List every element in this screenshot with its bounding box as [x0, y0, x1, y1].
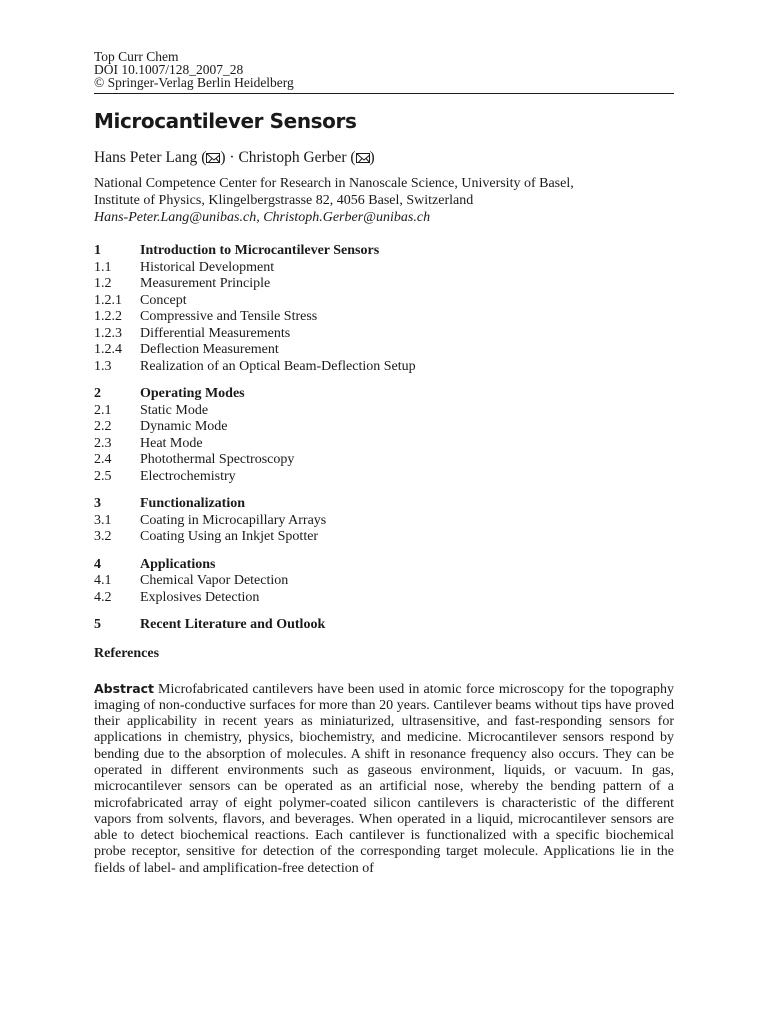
author-separator: ·: [229, 149, 235, 166]
toc-entry-number: 1.2.3: [94, 325, 122, 341]
journal-header: [94, 50, 674, 89]
toc-section: [94, 557, 674, 607]
toc-entry: [94, 309, 674, 326]
toc-section: [94, 496, 674, 546]
toc-entry-number: 2: [94, 386, 101, 401]
doi: DOI 10.1007/128_2007_28: [94, 62, 244, 77]
toc-entry: [94, 276, 674, 293]
toc-section: [94, 617, 674, 634]
toc-entry-title: Functionalization: [140, 496, 246, 511]
toc-entry-title: Static Mode: [140, 402, 209, 418]
toc-entry: [94, 496, 674, 513]
toc-entry: [94, 386, 674, 403]
toc-entry: [94, 359, 674, 376]
toc-entry-title: Dynamic Mode: [140, 419, 228, 434]
journal-name: Top Curr Chem: [94, 49, 179, 64]
toc-entry: [94, 403, 674, 420]
header-rule: [94, 93, 674, 94]
toc-entry: [94, 436, 674, 453]
envelope-icon: [356, 153, 370, 163]
affiliation-line: Institute of Physics, Klingelbergstrasse 82, 4056 Basel, Switzerland: [94, 193, 474, 208]
toc-entry: [94, 419, 674, 436]
toc-entry-title: Photothermal Spectroscopy: [140, 452, 295, 467]
abstract-label: Abstract: [94, 680, 155, 696]
toc-entry: [94, 529, 674, 546]
table-of-contents: [94, 243, 674, 634]
toc-entry-title: Coating Using an Inkjet Spotter: [140, 529, 319, 544]
author-name: Christoph Gerber: [238, 149, 347, 166]
toc-entry-number: 2.4: [94, 452, 112, 467]
toc-entry-number: 3: [94, 496, 101, 511]
toc-entry-number: 1.2.4: [94, 342, 122, 357]
abstract-text: Microfabricated cantilevers have been used in atomic force microscopy for the topography imaging of non-conductive surfaces for more than 20 years. Cantilever beams without tips have proved their applicability in recent years as miniaturized, ultrasensitive, and fast-responding sensors for applications in chemistry, physics, biochemistry, and medicine. Microcantilever sensors respond by bending due to the absorption of molecules. A shift in resonance frequency also occurs. They can be operated in different environments such as gaseous environment, liquids, or vacuum. In gas, microcantilever sensors can be operated as an artificial nose, whereby the bending pattern of a microfabricated array of eight polymer-coated silicon cantilevers is characteristic of the different vapors from solvents, flavors, and beverages. When operated in a liquid, microcantilever sensors are able to detect biochemical reactions. Each cantilever is functionalized with a specific biochemical probe receptor, sensitive for detection of the corresponding target molecule. Applications lie in the fields of label- and amplification-free detection of: [94, 681, 674, 876]
author-line: Hans Peter Lang ( ) · Christoph Gerber ( ): [94, 149, 375, 166]
toc-entry-title: Applications: [140, 556, 216, 572]
toc-entry: [94, 342, 674, 359]
toc-entry-number: 2.5: [94, 468, 112, 484]
toc-entry-number: 2.2: [94, 419, 112, 434]
toc-entry-number: 4: [94, 556, 101, 572]
toc-entry-title: Coating in Microcapillary Arrays: [140, 512, 327, 528]
toc-entry-title: Explosives Detection: [140, 589, 260, 605]
toc-entry-title: Heat Mode: [140, 435, 203, 451]
references-heading: References: [94, 645, 160, 661]
toc-entry: [94, 469, 674, 486]
envelope-icon: [206, 153, 220, 163]
author-name: Hans Peter Lang: [94, 149, 198, 166]
toc-entry: [94, 513, 674, 530]
article-title: Microcantilever Sensors: [94, 109, 357, 133]
paper-page: [94, 50, 674, 877]
toc-entry-number: 1.2.1: [94, 292, 122, 308]
toc-entry-number: 3.1: [94, 512, 112, 528]
toc-entry-title: Differential Measurements: [140, 325, 291, 341]
toc-entry-number: 2.1: [94, 402, 112, 418]
toc-entry-number: 4.1: [94, 573, 112, 588]
toc-entry-title: Historical Development: [140, 259, 275, 275]
toc-entry-number: 1.2.2: [94, 309, 122, 324]
toc-entry: [94, 617, 674, 634]
affiliation: [94, 175, 674, 226]
toc-entry-title: Operating Modes: [140, 386, 245, 401]
toc-entry: [94, 573, 674, 590]
toc-entry: [94, 452, 674, 469]
affiliation-line: National Competence Center for Research in Nanoscale Science, University of Basel,: [94, 176, 574, 191]
abstract: [94, 681, 674, 878]
author-emails: Hans-Peter.Lang@unibas.ch, Christoph.Gerber@unibas.ch: [94, 210, 431, 225]
toc-entry: [94, 243, 674, 260]
copyright: © Springer-Verlag Berlin Heidelberg: [94, 75, 294, 90]
toc-entry-number: 5: [94, 617, 101, 632]
toc-entry: [94, 260, 674, 277]
toc-entry-title: Measurement Principle: [140, 276, 271, 291]
toc-entry-number: 3.2: [94, 529, 112, 544]
toc-section: [94, 386, 674, 485]
toc-entry: [94, 293, 674, 310]
toc-entry-number: 1: [94, 243, 101, 258]
toc-entry-number: 4.2: [94, 589, 112, 605]
toc-entry-title: Realization of an Optical Beam-Deflection Setup: [140, 358, 416, 374]
toc-entry-number: 1.1: [94, 259, 112, 275]
toc-entry-number: 2.3: [94, 435, 112, 451]
toc-entry-title: Concept: [140, 292, 187, 308]
toc-entry-number: 1.3: [94, 358, 112, 374]
toc-entry-number: 1.2: [94, 276, 112, 291]
toc-section: [94, 243, 674, 375]
toc-entry-title: Compressive and Tensile Stress: [140, 309, 318, 324]
toc-entry: [94, 557, 674, 574]
toc-entry-title: Deflection Measurement: [140, 342, 279, 357]
toc-entry-title: Chemical Vapor Detection: [140, 573, 289, 588]
toc-entry-title: Introduction to Microcantilever Sensors: [140, 243, 380, 258]
toc-entry: [94, 590, 674, 607]
toc-entry-title: Recent Literature and Outlook: [140, 617, 326, 632]
toc-entry: [94, 326, 674, 343]
toc-entry-title: Electrochemistry: [140, 468, 236, 484]
